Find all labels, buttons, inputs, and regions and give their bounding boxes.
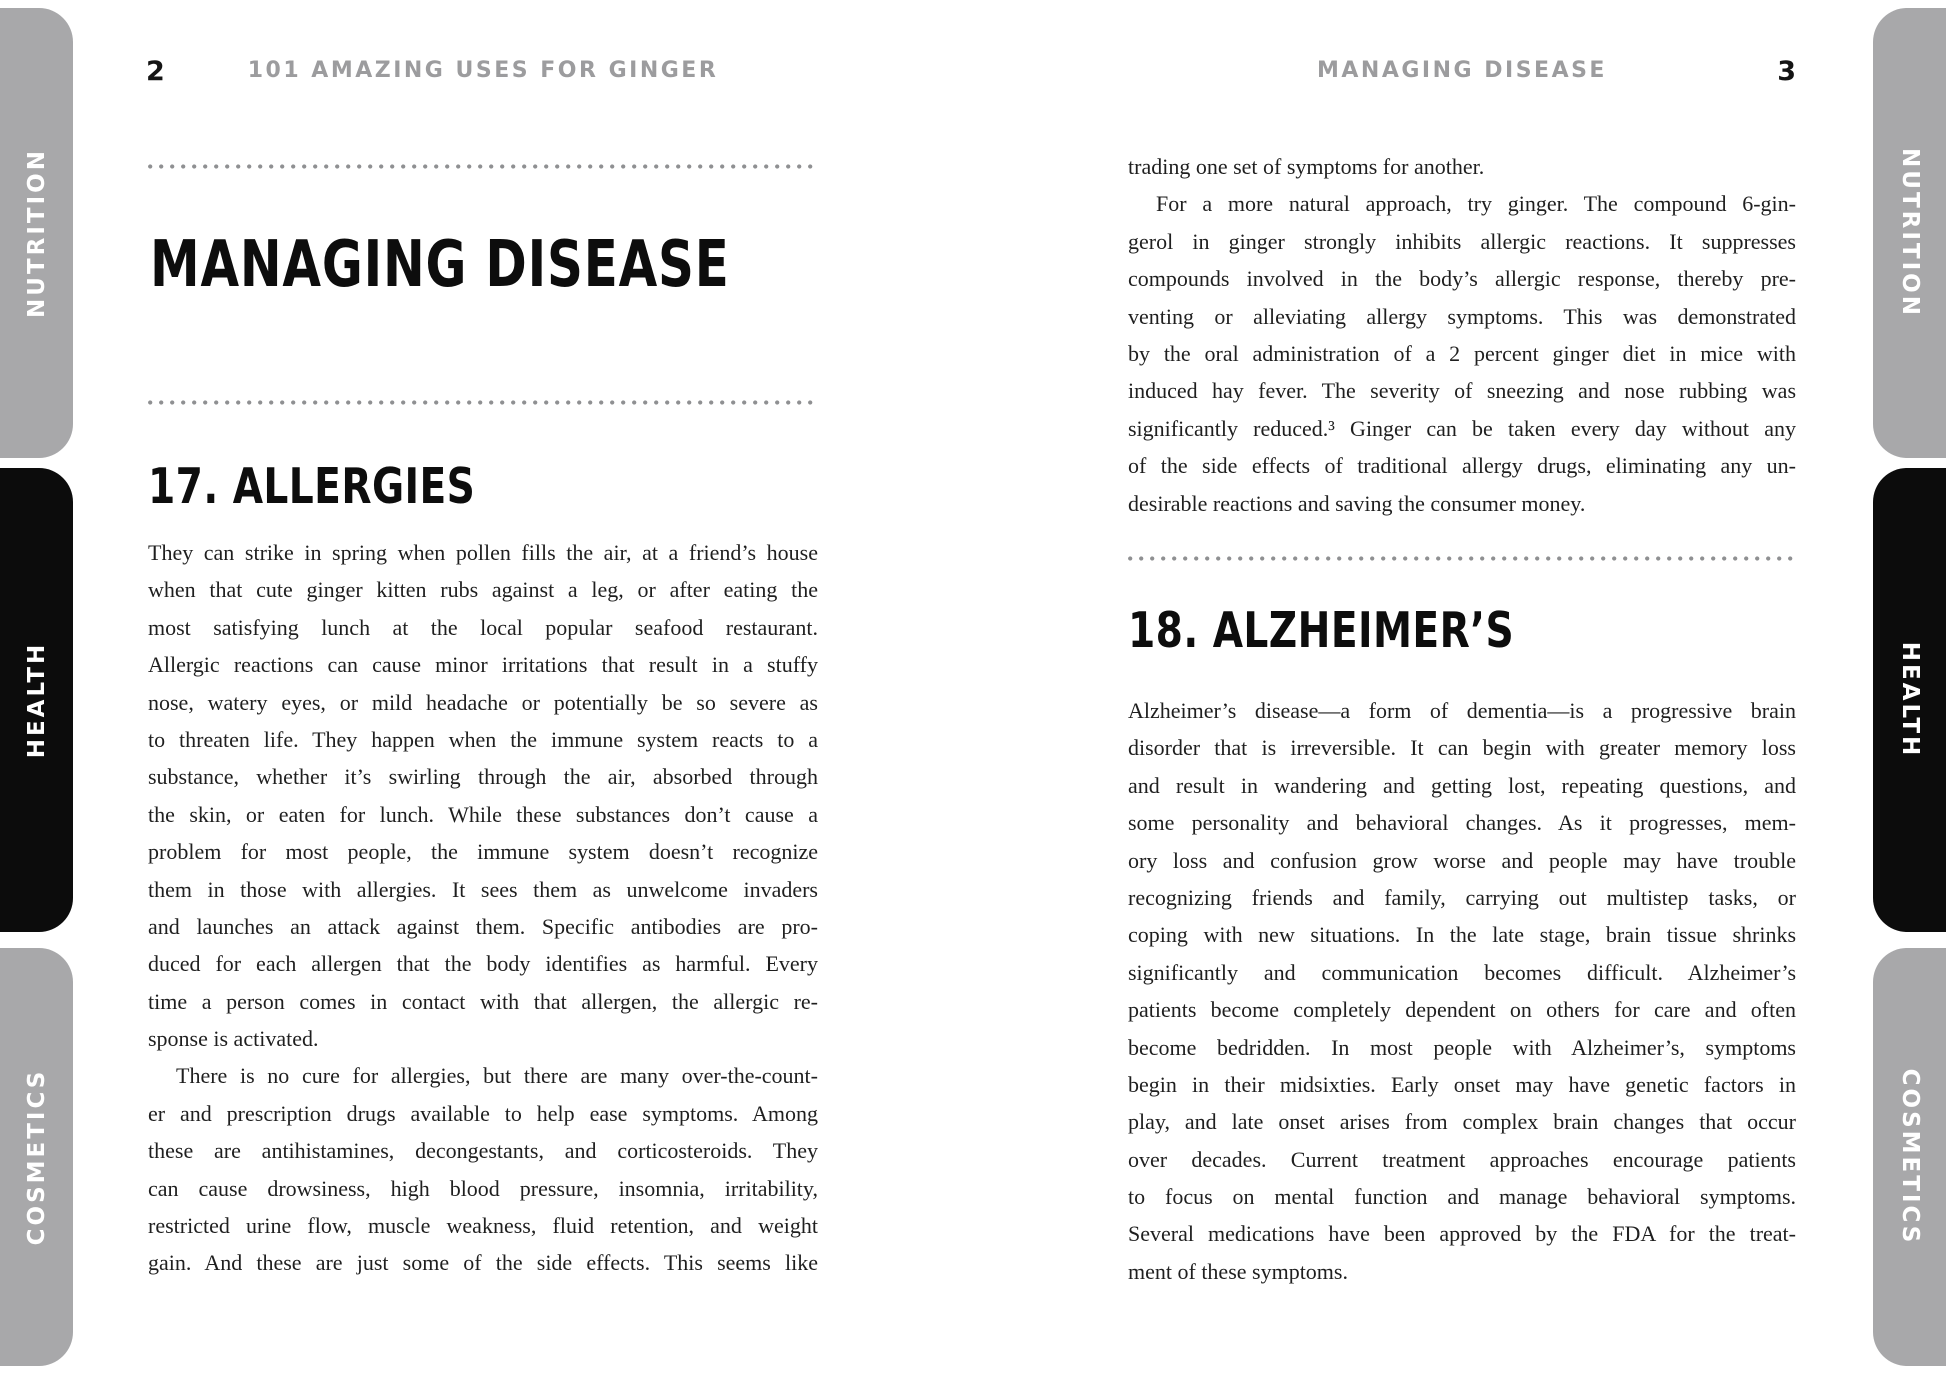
body-line: They can strike in spring when pollen fills the air, at a friend’s house [148, 540, 818, 565]
tab-cosmetics-right[interactable] [1873, 948, 1946, 1366]
tab-nutrition-left[interactable] [0, 8, 73, 458]
body-line: and launches an attack against them. Specific antibodies are pro- [148, 913, 818, 939]
body-line: substance, whether it’s swirling through the air, absorbed through [148, 764, 818, 790]
body-line: gerol in ginger strongly inhibits allergic reactions. It suppresses [1128, 228, 1796, 254]
body-line: them in those with allergies. It sees them as unwelcome invaders [148, 876, 818, 902]
body-text-allergies-continued [1128, 148, 1796, 522]
body-line: compounds involved in the body’s allergic response, thereby pre- [1128, 266, 1796, 292]
body-line: to focus on mental function and manage behavioral symptoms. [1128, 1184, 1796, 1210]
body-line: There is no cure for allergies, but there are many over-the-count- [176, 1063, 818, 1089]
body-text-alzheimers [1128, 692, 1796, 1290]
tab-cosmetics-left-label: COSMETICS [23, 1068, 50, 1246]
body-line: and result in wandering and getting lost, repeating questions, and [1128, 772, 1796, 798]
body-line: disorder that is irreversible. It can begin with greater memory loss [1128, 735, 1796, 761]
page-number-left: 2 [146, 56, 165, 87]
tab-nutrition-right[interactable] [1873, 8, 1946, 458]
section-heading-allergies: 17. ALLERGIES [148, 458, 476, 515]
body-line: significantly and communication becomes difficult. Alzheimer’s [1128, 959, 1796, 985]
dotted-rule [148, 400, 818, 405]
tab-nutrition-right-label: NUTRITION [1896, 148, 1923, 318]
body-line: most satisfying lunch at the local popular seafood restaurant. [148, 614, 818, 640]
tab-health-left[interactable] [0, 468, 73, 932]
tab-cosmetics-right-label: COSMETICS [1896, 1068, 1923, 1246]
body-line: Alzheimer’s disease—a form of dementia—is a progressive brain [1128, 698, 1796, 723]
body-line: nose, watery eyes, or mild headache or potentially be so severe as [148, 689, 818, 715]
body-line: by the oral administration of a 2 percent ginger diet in mice with [1128, 340, 1796, 366]
body-line: Allergic reactions can cause minor irritations that result in a stuffy [148, 652, 818, 678]
tab-health-right-label: HEALTH [1896, 641, 1923, 759]
body-line: over decades. Current treatment approaches encourage patients [1128, 1146, 1796, 1172]
tab-health-left-label: HEALTH [23, 641, 50, 759]
running-head-right: MANAGING DISEASE [1317, 58, 1607, 83]
body-line: Several medications have been approved by the FDA for the treat- [1128, 1221, 1796, 1247]
body-line: trading one set of symptoms for another. [1128, 154, 1485, 179]
body-line: duced for each allergen that the body identifies as harmful. Every [148, 951, 818, 977]
body-line: time a person comes in contact with that allergen, the allergic re- [148, 988, 818, 1014]
body-line: to threaten life. They happen when the immune system reacts to a [148, 726, 818, 752]
body-line: er and prescription drugs available to help ease symptoms. Among [148, 1100, 818, 1126]
body-line: ory loss and confusion grow worse and people may have trouble [1128, 847, 1796, 873]
body-line: can cause drowsiness, high blood pressure, insomnia, irritability, [148, 1175, 818, 1201]
tab-nutrition-left-label: NUTRITION [23, 148, 50, 318]
body-line: play, and late onset arises from complex brain changes that occur [1128, 1109, 1796, 1135]
body-text-allergies [148, 534, 818, 1282]
body-line: of the side effects of traditional allergy drugs, eliminating any un- [1128, 453, 1796, 479]
body-line: coping with new situations. In the late stage, brain tissue shrinks [1128, 922, 1796, 948]
body-line: sponse is activated. [148, 1026, 319, 1052]
page-number-right: 3 [1777, 56, 1796, 87]
section-heading-alzheimers: 18. ALZHEIMER’S [1128, 602, 1515, 659]
dotted-rule [148, 164, 818, 169]
body-line: when that cute ginger kitten rubs against a leg, or after eating the [148, 577, 818, 603]
body-line: recognizing friends and family, carrying out multistep tasks, or [1128, 884, 1796, 910]
chapter-title: MANAGING DISEASE [150, 228, 730, 302]
running-head-left: 101 AMAZING USES FOR GINGER [247, 58, 719, 83]
body-line: some personality and behavioral changes. As it progresses, mem- [1128, 810, 1796, 836]
body-line: problem for most people, the immune system doesn’t recognize [148, 839, 818, 865]
body-line: induced hay fever. The severity of sneezing and nose rubbing was [1128, 378, 1796, 404]
body-line: begin in their midsixties. Early onset may have genetic factors in [1128, 1071, 1796, 1097]
body-line: significantly reduced.³ Ginger can be taken every day without any [1128, 415, 1796, 441]
tab-cosmetics-left[interactable] [0, 948, 73, 1366]
dotted-rule [1128, 556, 1796, 561]
body-line: these are antihistamines, decongestants, and corticosteroids. They [148, 1138, 818, 1164]
tab-health-right[interactable] [1873, 468, 1946, 932]
body-line: For a more natural approach, try ginger. The compound 6-gin- [1156, 191, 1796, 217]
body-line: become bedridden. In most people with Alzheimer’s, symptoms [1128, 1034, 1796, 1060]
body-line: venting or alleviating allergy symptoms. This was demonstrated [1128, 303, 1796, 329]
body-line: patients become completely dependent on others for care and often [1128, 997, 1796, 1023]
body-line: ment of these symptoms. [1128, 1258, 1348, 1284]
body-line: desirable reactions and saving the consumer money. [1128, 490, 1586, 516]
body-line: restricted urine flow, muscle weakness, fluid retention, and weight [148, 1213, 818, 1239]
body-line: the skin, or eaten for lunch. While these substances don’t cause a [148, 801, 818, 827]
body-line: gain. And these are just some of the side effects. This seems like [148, 1250, 818, 1276]
